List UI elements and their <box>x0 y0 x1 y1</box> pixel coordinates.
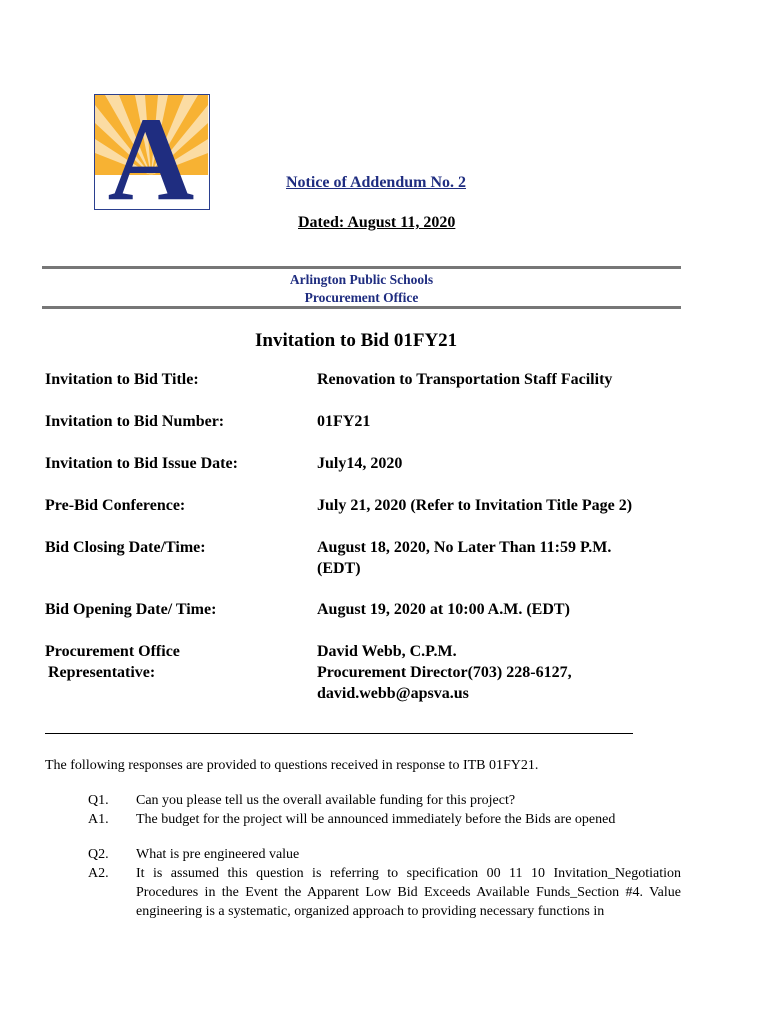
field-label-rep-2: Representative: <box>48 664 156 681</box>
svg-text:A: A <box>107 95 195 208</box>
page-title: Invitation to Bid 01FY21 <box>255 330 458 351</box>
field-label-closing: Bid Closing Date/Time: <box>45 539 206 556</box>
field-label-rep: Procurement Office <box>45 643 180 660</box>
a1-text: The budget for the project will be announced immediately before the Bids are opened <box>136 812 616 827</box>
field-value-title: Renovation to Transportation Staff Facility <box>317 371 613 388</box>
field-value-rep-title: Procurement Director(703) 228-6127, <box>317 664 572 681</box>
addendum-date: Dated: August 11, 2020 <box>298 214 456 231</box>
field-label-prebid: Pre-Bid Conference: <box>45 497 186 514</box>
field-label-title: Invitation to Bid Title: <box>45 371 199 388</box>
field-value-closing-tz: (EDT) <box>317 560 361 577</box>
field-label-opening: Bid Opening Date/ Time: <box>45 601 217 618</box>
org-office: Procurement Office <box>304 290 419 305</box>
org-name: Arlington Public Schools <box>289 272 434 287</box>
intro-text: The following responses are provided to questions received in response to ITB 01FY21. <box>45 758 539 773</box>
q1-number: Q1. <box>88 793 109 808</box>
field-value-closing: August 18, 2020, No Later Than 11:59 P.M. <box>317 539 612 556</box>
field-value-rep-email: david.webb@apsva.us <box>317 685 469 702</box>
a2-number: A2. <box>88 866 109 881</box>
q1-text: Can you please tell us the overall available funding for this project? <box>136 793 516 808</box>
field-value-number: 01FY21 <box>317 413 371 430</box>
a2-text: It is assumed this question is referring to specification 00 11 10 Invitation_Negotiation Procedures in the Event the Apparent Low Bid Exceeds Available Funds_Section #4. Value engineering is a systematic, organized approach to providing necessary functions in <box>136 866 681 919</box>
field-label-number: Invitation to Bid Number: <box>45 413 225 430</box>
field-value-prebid: July 21, 2020 (Refer to Invitation Title Page 2) <box>317 497 633 514</box>
a1-number: A1. <box>88 812 109 827</box>
field-value-rep-name: David Webb, C.P.M. <box>317 643 457 660</box>
addendum-title: Notice of Addendum No. 2 <box>286 174 467 191</box>
q2-text: What is pre engineered value <box>136 847 300 862</box>
aps-logo <box>94 94 210 210</box>
section-separator <box>45 733 633 734</box>
field-label-issue-date: Invitation to Bid Issue Date: <box>45 455 238 472</box>
q2-number: Q2. <box>88 847 109 862</box>
header-rule-bottom <box>42 306 681 309</box>
field-value-issue-date: July14, 2020 <box>317 455 403 472</box>
sunburst-a-logo-icon <box>95 95 208 208</box>
header-rule-top <box>42 266 681 269</box>
field-value-opening: August 19, 2020 at 10:00 A.M. (EDT) <box>317 601 570 618</box>
